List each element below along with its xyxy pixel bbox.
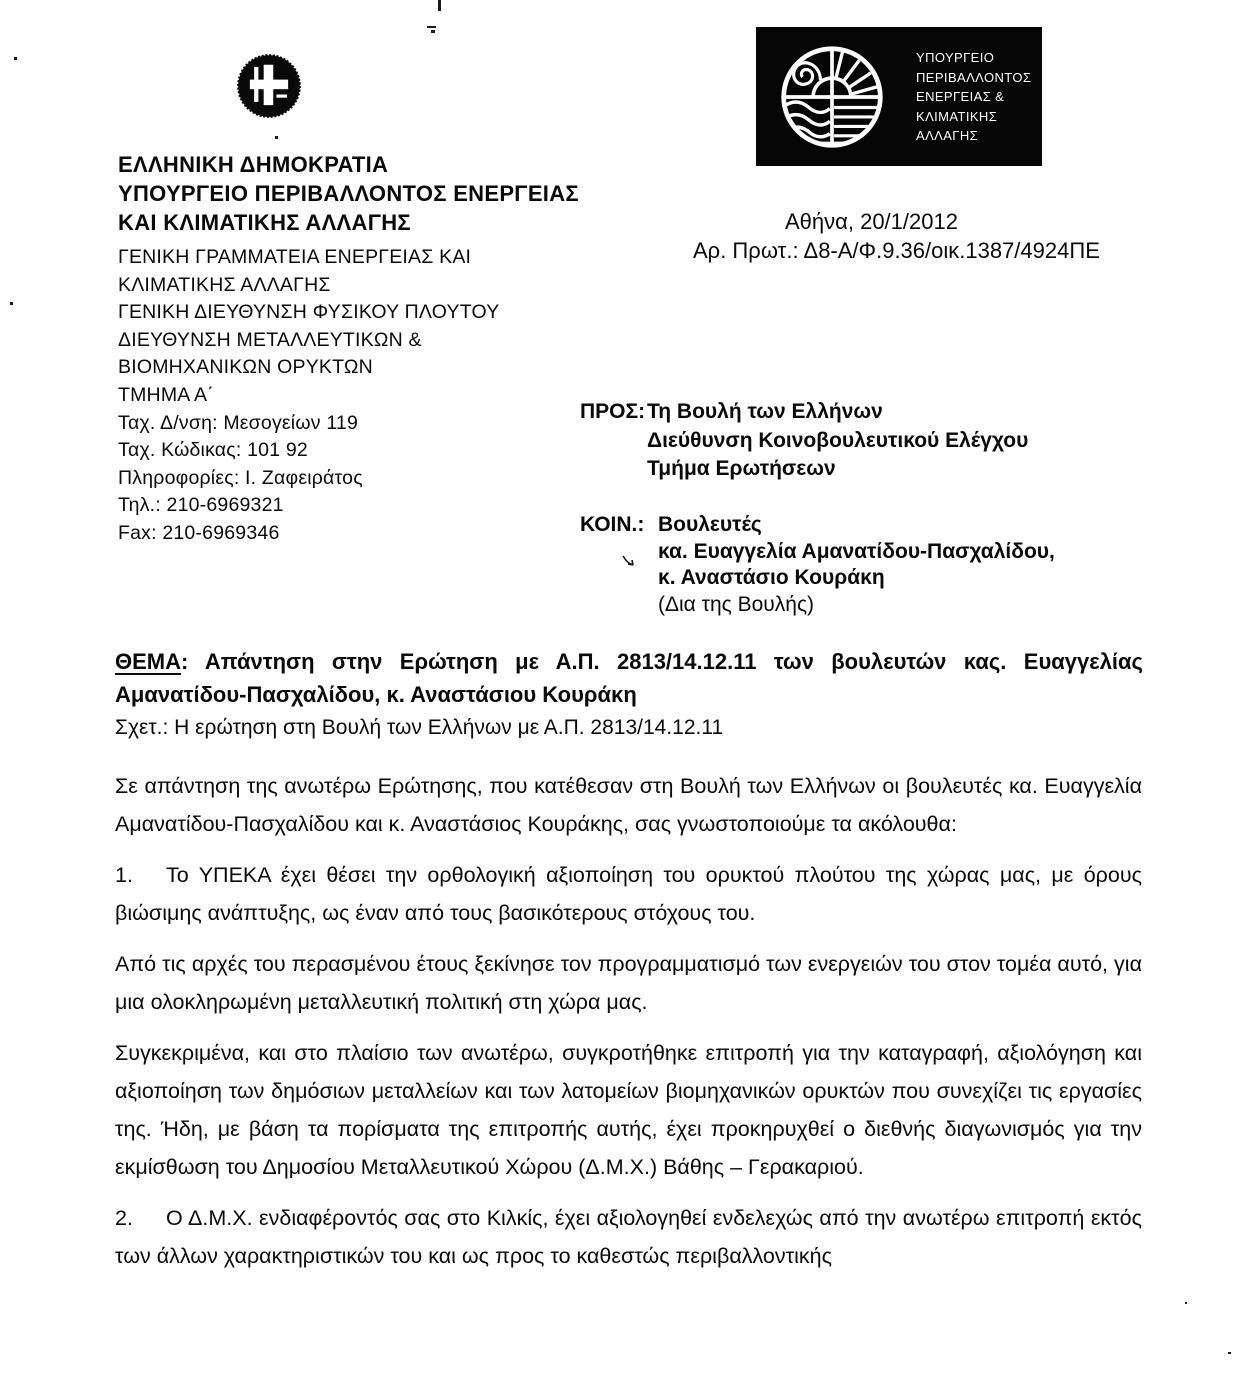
to-line: Διεύθυνση Κοινοβουλευτικού Ελέγχου <box>647 428 1029 452</box>
scan-speck <box>10 302 13 305</box>
dept-line: ΔΙΕΥΘΥΝΣΗ ΜΕΤΑΛΛΕΥΤΙΚΩΝ & <box>118 328 422 351</box>
scan-speck <box>438 0 441 11</box>
republic-line: ΕΛΛΗΝΙΚΗ ΔΗΜΟΚΡΑΤΙΑ <box>118 152 389 177</box>
body-paragraph <box>115 856 1142 932</box>
subject-text: : Απάντηση στην Ερώτηση με Α.Π. 2813/14.12.11 των βουλευτών κας. Ευαγγελίας Αμανατίδου-Πασχαλίδου, κ. Αναστάσιου Κουράκη <box>115 649 1143 707</box>
to-label: ΠΡΟΣ: <box>580 400 646 423</box>
scan-speck <box>431 30 435 33</box>
subject-label: ΘΕΜΑ <box>115 649 181 674</box>
scan-speck <box>1228 1352 1231 1354</box>
item-number: 2. <box>115 1206 133 1230</box>
to-line: Τη Βουλή των Ελλήνων <box>647 400 883 423</box>
to-line: Τμήμα Ερωτήσεων <box>647 457 836 480</box>
scan-speck <box>427 26 436 28</box>
paragraph-text: Το ΥΠΕΚΑ έχει θέσει την ορθολογική αξιοποίηση του ορυκτού πλούτου της χώρας μας, με όρους βιώσιμης ανάπτυξης, ως έναν από τους βασικότερους στόχους του. <box>115 863 1142 925</box>
logo-text-line: ΚΛΙΜΑΤΙΚΗΣ <box>916 108 998 124</box>
contact-person-line: Πληροφορίες: Ι. Ζαφειράτος <box>118 466 363 489</box>
cc-line: κα. Ευαγγελία Αμανατίδου-Πασχαλίδου, <box>658 539 1055 563</box>
logo-text-line: ΥΠΟΥΡΓΕΙΟ <box>916 50 995 65</box>
date-line: Αθήνα, 20/1/2012 <box>785 209 958 234</box>
to-lines <box>647 398 1028 484</box>
postal-address-line: Ταχ. Δ/νση: Μεσογείων 119 <box>118 411 359 434</box>
paragraph-text: Σε απάντηση της ανωτέρω Ερώτησης, που κατέθεσαν στη Βουλή των Ελλήνων οι βουλευτές κα. Ευαγγελία Αμανατίδου-Πασχαλίδου και κ. Αναστάσιος Κουράκης, σας γνωστοποιούμε τα ακόλουθα: <box>115 774 1142 836</box>
cc-label: ΚΟΙΝ.: <box>580 513 645 536</box>
ministry-line-1: ΥΠΟΥΡΓΕΙΟ ΠΕΡΙΒΑΛΛΟΝΤΟΣ ΕΝΕΡΓΕΙΑΣ <box>118 181 579 206</box>
recipient-cc-block <box>580 512 1055 618</box>
ministry-line-2: ΚΑΙ ΚΛΙΜΑΤΙΚΗΣ ΑΛΛΑΓΗΣ <box>118 210 411 235</box>
body-paragraph <box>115 767 1142 843</box>
ministry-emblem-icon <box>756 27 908 166</box>
protocol-number-line: Αρ. Πρωτ.: Δ8-Α/Φ.9.36/οικ.1387/4924ΠΕ <box>693 238 1100 263</box>
scan-speck <box>1185 1302 1187 1304</box>
body-paragraph <box>115 1034 1142 1186</box>
subject-paragraph <box>115 645 1143 711</box>
dept-line: ΓΕΝΙΚΗ ΔΙΕΥΘΥΝΣΗ ΦΥΣΙΚΟΥ ΠΛΟΥΤΟΥ <box>118 301 500 324</box>
scan-speck <box>14 57 17 60</box>
reference-line: Σχετ.: Η ερώτηση στη Βουλή των Ελλήνων με Α.Π. 2813/14.12.11 <box>115 716 724 739</box>
cc-note: (Δια της Βουλής) <box>658 592 815 616</box>
logo-text-line: ΕΝΕΡΓΕΙΑΣ & <box>916 89 1005 104</box>
ministry-logo <box>756 27 1042 166</box>
recipient-to-block <box>580 398 1028 484</box>
logo-text-line: ΠΕΡΙΒΑΛΛΟΝΤΟΣ <box>916 69 1032 85</box>
dept-line: ΓΕΝΙΚΗ ΓΡΑΜΜΑΤΕΙΑ ΕΝΕΡΓΕΙΑΣ ΚΑΙ <box>118 246 472 268</box>
department-info <box>118 244 499 548</box>
letter-body <box>115 767 1142 1288</box>
logo-text-line: ΑΛΛΑΓΗΣ <box>916 128 979 143</box>
body-paragraph <box>115 1199 1142 1275</box>
scan-speck <box>275 136 278 139</box>
fax-line: Fax: 210-6969346 <box>118 521 280 544</box>
greek-national-emblem-icon <box>235 52 303 120</box>
paragraph-text: Συγκεκριμένα, και στο πλαίσιο των ανωτέρω, συγκροτήθηκε επιτροπή για την καταγραφή, αξιολόγηση και αξιοποίηση των δημόσιων μεταλλείων και των λατομείων βιομηχανικών ορυκτών που συνεχίζει τις εργασίες της. Ήδη, με βάση τα πορίσματα της επιτροπής αυτής, έχει προκηρυχθεί ο διεθνής διαγωνισμός για την εκμίσθωση του Δημοσίου Μεταλλευτικού Χώρου (Δ.Μ.Χ.) Βάθης – Γερακαριού. <box>115 1041 1142 1179</box>
postal-code-line: Ταχ. Κώδικας: 101 92 <box>118 439 308 462</box>
dept-line: ΒΙΟΜΗΧΑΝΙΚΩΝ ΟΡΥΚΤΩΝ <box>118 356 373 379</box>
paragraph-text: Ο Δ.Μ.Χ. ενδιαφέροντός σας στο Κιλκίς, έχει αξιολογηθεί ενδελεχώς από την ανωτέρω επιτροπή εκτός των άλλων χαρακτηριστικών του και ως προς το καθεστώς περιβαλλοντικής <box>115 1206 1142 1268</box>
cc-lines <box>658 512 1055 618</box>
dept-line: ΤΜΗΜΑ Α΄ <box>118 383 214 406</box>
handwritten-check-icon <box>621 555 637 569</box>
item-number: 1. <box>115 863 133 887</box>
dept-line: ΚΛΙΜΑΤΙΚΗΣ ΑΛΛΑΓΗΣ <box>118 273 331 296</box>
cc-line: κ. Αναστάσιο Κουράκη <box>658 566 885 589</box>
government-heading <box>118 150 579 237</box>
ministry-logo-text <box>908 27 1042 166</box>
cc-line: Βουλευτές <box>658 513 762 536</box>
phone-line: Τηλ.: 210-6969321 <box>118 494 284 517</box>
paragraph-text: Από τις αρχές του περασμένου έτους ξεκίνησε τον προγραμματισμό των ενεργειών του στον τομέα αυτό, για μια ολοκληρωμένη μεταλλευτική πολιτική στη χώρα μας. <box>115 952 1142 1014</box>
body-paragraph <box>115 945 1142 1021</box>
